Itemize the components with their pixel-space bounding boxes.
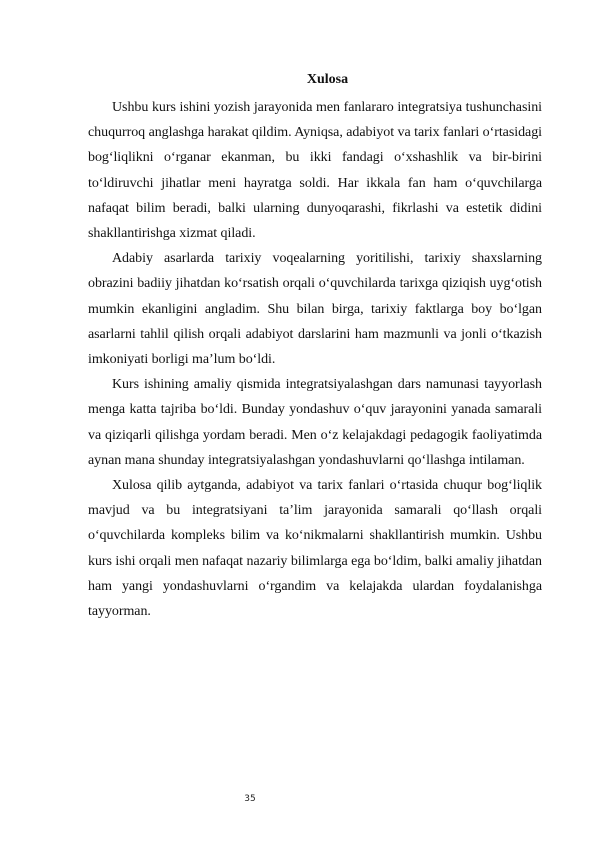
paragraph-2: Adabiy asarlarda tarixiy voqealarning yoritilishi, tarixiy shaxslarning obrazini badiiy jihatdan ko‘rsatish orqali o‘quvchilarda tarixga qiziqish uyg‘otish mumkin ekanligini angladim. Shu bilan birga, tarixiy faktlarga boy bo‘lgan asarlarni tahlil qilish orqali adabiyot darslarini ham mazmunli va jonli o‘tkazish imkoniyati borligi ma’lum bo‘ldi. bbox=[88, 251, 542, 368]
section-title: Xulosa bbox=[306, 72, 349, 87]
paragraph-1: Ushbu kurs ishini yozish jarayonida men fanlararo integratsiya tushunchasini chuqurroq anglashga harakat qildim. Ayniqsa, adabiyot va tarix fanlari o‘rtasidagi bog‘liqlikni o‘rganar ekanman, bu ikki fandagi o‘xshashlik va bir-birini to‘ldiruvchi jihatlar meni hayratga soldi. Har ikkala fan ham o‘quvchilarga nafaqat bilim beradi, balki ularning dunyoqarashi, fikrlashi va estetik didini shakllantirishga xizmat qiladi. bbox=[88, 100, 542, 242]
page-number: 35 bbox=[244, 794, 256, 804]
paragraph-4: Xulosa qilib aytganda, adabiyot va tarix fanlari o‘rtasida chuqur bog‘liqlik mavjud va bu integratsiyani ta’lim jarayonida samarali qo‘llash orqali o‘quvchilarda kompleks bilim va ko‘nikmalarni shakllantirish mumkin. Ushbu kurs ishi orqali men nafaqat nazariy bilimlarga ega bo‘ldim, balki amaliy jihatdan ham yangi yondashuvlarni o‘rgandim va kelajakda ulardan foydalanishga tayyorman. bbox=[88, 478, 542, 620]
body-text bbox=[88, 95, 542, 624]
paragraph-3: Kurs ishining amaliy qismida integratsiyalashgan dars namunasi tayyorlash menga katta tajriba bo‘ldi. Bunday yondashuv o‘quv jarayonini yanada samarali va qiziqarli qilishga yordam beradi. Men o‘z kelajakdagi pedagogik faoliyatimda aynan mana shunday integratsiyalashgan yondashuvlarni qo‘llashga intilaman. bbox=[88, 377, 542, 468]
